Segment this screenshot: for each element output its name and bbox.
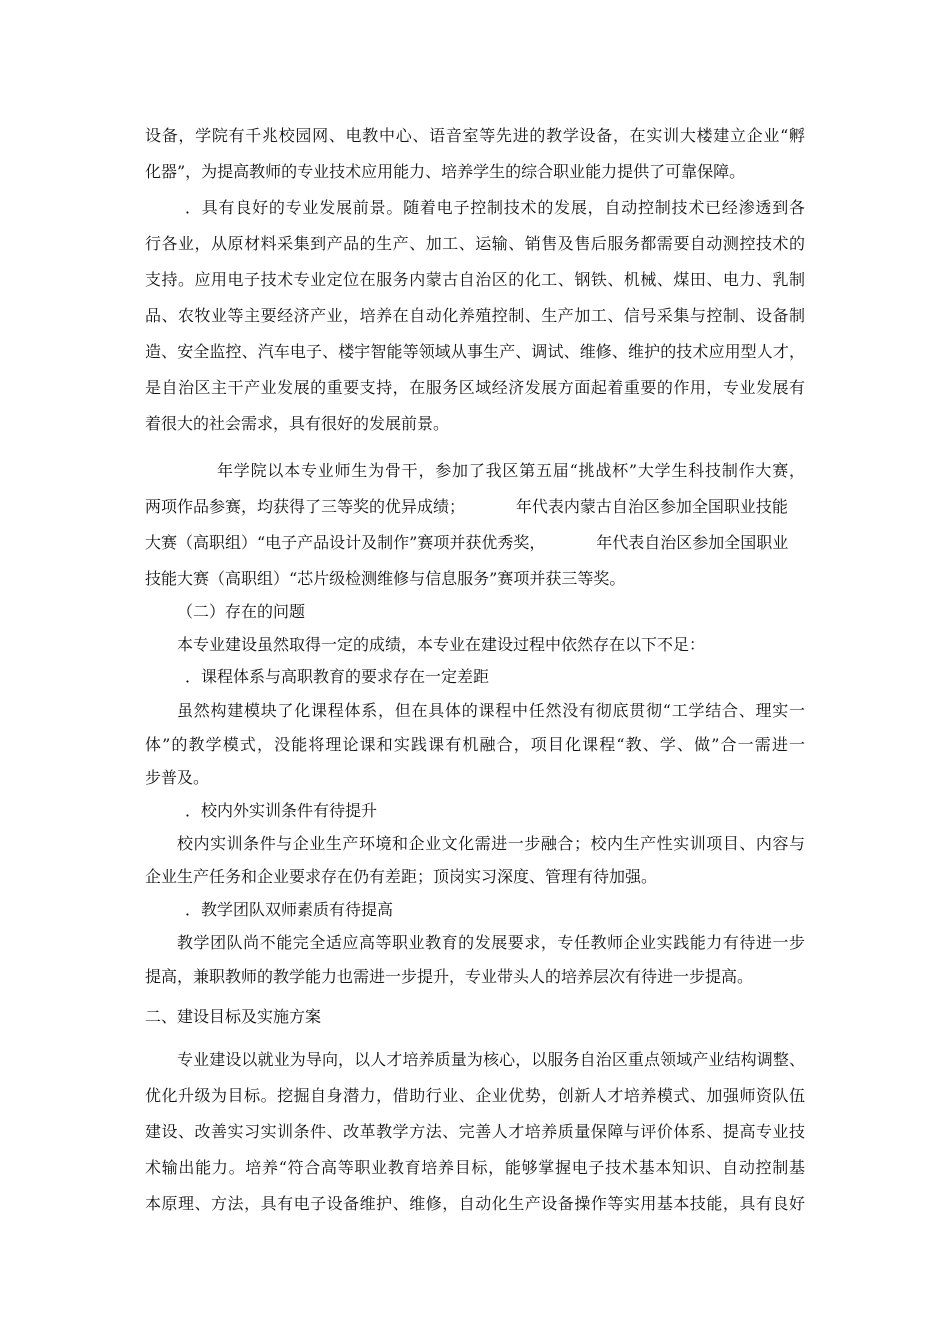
text-line-7: 造、安全监控、汽车电子、楼宇智能等领域从事生产、调试、维修、维护的技术应用型人才， bbox=[145, 342, 805, 361]
text-line-12: 大赛（高职组）“电子产品设计及制作”赛项并获优秀奖， 年代表自治区参加全国职业 bbox=[145, 533, 789, 552]
text-line-27: 专业建设以就业为导向，以人才培养质量为核心，以服务自治区重点领域产业结构调整、 bbox=[177, 1050, 805, 1069]
text-line-21: 校内实训条件与企业生产环境和企业文化需进一步融合；校内生产性实训项目、内容与 bbox=[177, 834, 805, 853]
text-line-15: 本专业建设虽然取得一定的成绩，本专业在建设过程中依然存在以下不足： bbox=[177, 635, 706, 654]
text-line-10: 年学院以本专业师生为骨干，参加了我区第五届“挑战杯”大学生科技制作大赛， bbox=[217, 461, 805, 480]
text-line-9: 着很大的社会需求，具有很好的发展前景。 bbox=[145, 414, 450, 433]
section-heading-problems: （二）存在的问题 bbox=[177, 602, 306, 621]
text-line-4: 行各业，从原材料采集到产品的生产、加工、运输、销售及售后服务都需要自动测控技术的 bbox=[145, 234, 805, 253]
text-line-18: 体”的教学模式，没能将理论课和实践课有机融合，项目化课程“教、学、做”合一需进一 bbox=[145, 735, 805, 754]
text-line-17: 虽然构建模块了化课程体系，但在具体的课程中任然没有彻底贯彻“工学结合、理实一 bbox=[177, 701, 805, 720]
subheading-2: ．校内外实训条件有待提升 bbox=[185, 801, 378, 820]
text-line-6: 品、农牧业等主要经济产业，培养在自动化养殖控制、生产加工、信号采集与控制、设备制 bbox=[145, 306, 805, 325]
text-line-5: 支持。应用电子技术专业定位在服务内蒙古自治区的化工、钢铁、机械、煤田、电力、乳制 bbox=[145, 270, 805, 289]
text-line-2: 化器”，为提高教师的专业技术应用能力、培养学生的综合职业能力提供了可靠保障。 bbox=[145, 162, 746, 181]
text-line-28: 优化升级为目标。挖掘自身潜力，借助行业、企业优势，创新人才培养模式、加强师资队伍 bbox=[145, 1086, 805, 1105]
text-line-31: 本原理、方法，具有电子设备维护、维修，自动化生产设备操作等实用基本技能，具有良好 bbox=[145, 1194, 805, 1213]
section-heading-goals: 二、建设目标及实施方案 bbox=[145, 1007, 322, 1026]
text-line-24: 教学团队尚不能完全适应高等职业教育的发展要求，专任教师企业实践能力有待进一步 bbox=[177, 933, 805, 952]
text-line-1: 设备，学院有千兆校园网、电教中心、语音室等先进的教学设备，在实训大楼建立企业“孵 bbox=[145, 126, 805, 145]
text-line-11: 两项作品参赛，均获得了三等奖的优异成绩； 年代表内蒙古自治区参加全国职业技能 bbox=[145, 497, 788, 516]
text-line-19: 步普及。 bbox=[145, 768, 210, 787]
text-line-25: 提高，兼职教师的教学能力也需进一步提升，专业带头人的培养层次有待进一步提高。 bbox=[145, 967, 754, 986]
text-line-8: 是自治区主干产业发展的重要支持，在服务区域经济发展方面起着重要的作用，专业发展有 bbox=[145, 378, 805, 397]
subheading-1: ．课程体系与高职教育的要求存在一定差距 bbox=[185, 667, 490, 686]
text-line-29: 建设、改善实习实训条件、改革教学方法、完善人才培养质量保障与评价体系、提高专业技 bbox=[145, 1122, 805, 1141]
text-line-22: 企业生产任务和企业要求存在仍有差距；顶岗实习深度、管理有待加强。 bbox=[145, 867, 658, 886]
text-line-13: 技能大赛（高职组）“芯片级检测维修与信息服务”赛项并获三等奖。 bbox=[145, 569, 626, 588]
text-line-30: 术输出能力。培养“符合高等职业教育培养目标，能够掌握电子技术基本知识、自动控制基 bbox=[145, 1158, 805, 1177]
subheading-3: ．教学团队双师素质有待提高 bbox=[185, 900, 394, 919]
text-line-3: ．具有良好的专业发展前景。随着电子控制技术的发展，自动控制技术已经渗透到各 bbox=[185, 198, 805, 217]
